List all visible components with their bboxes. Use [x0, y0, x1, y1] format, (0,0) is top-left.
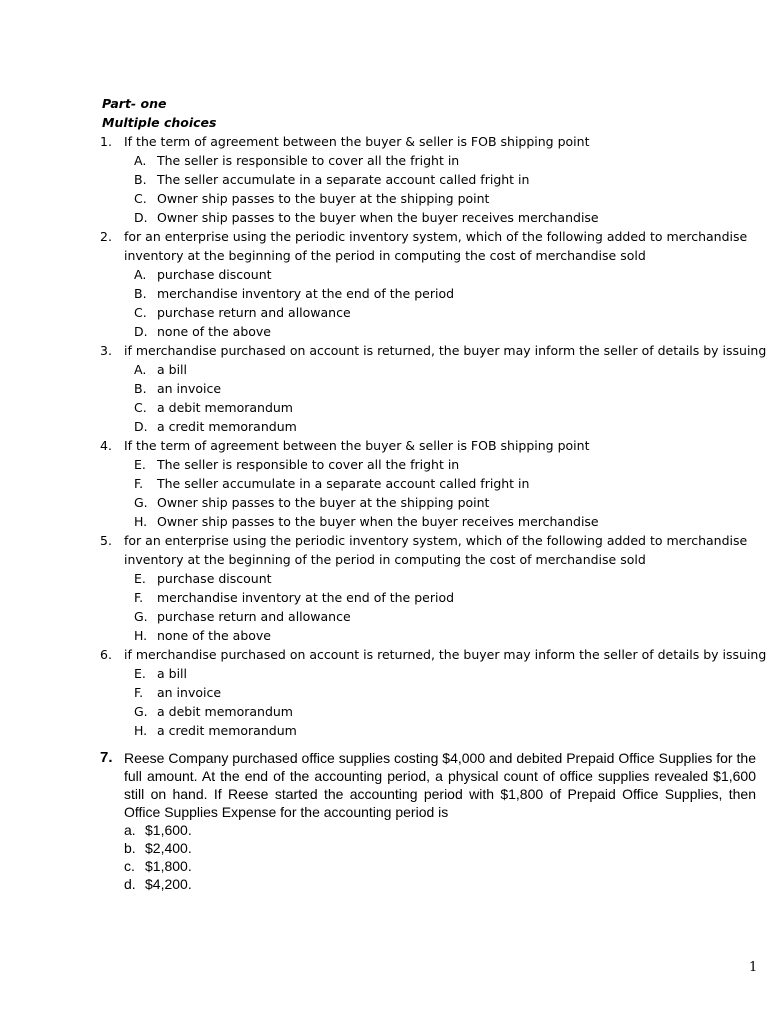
question-text-line: for an enterprise using the periodic inventory system, which of the following added to merchandise [124, 533, 748, 548]
option-text: none of the above [157, 324, 271, 339]
option-letter: a. [124, 822, 136, 838]
section-title: Multiple choices [102, 115, 217, 130]
option-letter: E. [134, 571, 146, 586]
answer-option [0, 821, 768, 839]
option-letter: E. [134, 457, 146, 472]
question-4 [0, 436, 768, 531]
option-text: $2,400. [145, 840, 192, 856]
option-letter: F. [134, 685, 144, 700]
option-text: Owner ship passes to the buyer at the shipping point [157, 495, 490, 510]
option-letter: C. [134, 191, 147, 206]
question-text-line: If the term of agreement between the buyer & seller is FOB shipping point [124, 134, 590, 149]
answer-option [0, 702, 768, 721]
answer-option [0, 151, 768, 170]
option-letter: D. [134, 419, 148, 434]
question-number: 2. [100, 229, 112, 244]
option-letter: b. [124, 840, 136, 856]
answer-option [0, 208, 768, 227]
question-text-line: if merchandise purchased on account is returned, the buyer may inform the seller of details by issuing [124, 343, 767, 358]
answer-option [0, 683, 768, 702]
option-letter: H. [134, 628, 148, 643]
answer-option [0, 455, 768, 474]
answer-option [0, 839, 768, 857]
answer-option [0, 360, 768, 379]
answer-option [0, 569, 768, 588]
question-1 [0, 132, 768, 227]
option-text: Owner ship passes to the buyer at the shipping point [157, 191, 490, 206]
option-text: The seller accumulate in a separate account called fright in [157, 172, 530, 187]
question-text-line: If the term of agreement between the buyer & seller is FOB shipping point [124, 438, 590, 453]
option-text: merchandise inventory at the end of the period [157, 286, 455, 301]
option-text: Owner ship passes to the buyer when the buyer receives merchandise [157, 210, 599, 225]
question-2 [0, 227, 768, 341]
question-text-line: inventory at the beginning of the period in computing the cost of merchandise sold [124, 248, 646, 263]
option-letter: H. [134, 514, 148, 529]
option-letter: G. [134, 609, 148, 624]
option-text: merchandise inventory at the end of the period [157, 590, 455, 605]
option-text: an invoice [157, 685, 222, 700]
question-text-line: inventory at the beginning of the period in computing the cost of merchandise sold [124, 552, 646, 567]
option-text: The seller is responsible to cover all the fright in [157, 153, 460, 168]
option-text: a bill [157, 362, 187, 377]
question-number: 5. [100, 533, 112, 548]
answer-option [0, 189, 768, 208]
answer-option [0, 664, 768, 683]
answer-option [0, 857, 768, 875]
option-text: purchase return and allowance [157, 609, 351, 624]
option-letter: F. [134, 590, 144, 605]
option-text: The seller accumulate in a separate account called fright in [157, 476, 530, 491]
question-text-line: for an enterprise using the periodic inventory system, which of the following added to merchandise [124, 229, 748, 244]
option-text: an invoice [157, 381, 222, 396]
question-number: 3. [100, 343, 112, 358]
answer-option [0, 875, 768, 893]
option-letter: F. [134, 476, 144, 491]
question-number: 7. [100, 749, 113, 766]
option-text: a credit memorandum [157, 723, 297, 738]
option-text: The seller is responsible to cover all the fright in [157, 457, 460, 472]
option-letter: D. [134, 210, 148, 225]
option-text: purchase discount [157, 267, 272, 282]
answer-option [0, 322, 768, 341]
answer-option [0, 398, 768, 417]
option-text: $1,800. [145, 858, 192, 874]
option-text: a bill [157, 666, 187, 681]
option-letter: c. [124, 858, 135, 874]
option-letter: B. [134, 172, 147, 187]
answer-option [0, 721, 768, 740]
answer-option [0, 170, 768, 189]
option-letter: C. [134, 400, 147, 415]
part-title: Part- one [102, 96, 167, 111]
option-letter: A. [134, 362, 147, 377]
question-number: 1. [100, 134, 112, 149]
answer-option [0, 303, 768, 322]
option-text: purchase return and allowance [157, 305, 351, 320]
option-text: Owner ship passes to the buyer when the buyer receives merchandise [157, 514, 599, 529]
question-number: 6. [100, 647, 112, 662]
answer-option [0, 284, 768, 303]
option-letter: B. [134, 286, 147, 301]
question-text-line: if merchandise purchased on account is returned, the buyer may inform the seller of details by issuing [124, 647, 767, 662]
option-letter: A. [134, 267, 147, 282]
answer-option [0, 493, 768, 512]
question-text: Reese Company purchased office supplies costing $4,000 and debited Prepaid Office Supplies for the full amount. At the end of the accounting period, a physical count of office supplies revealed $1,600 still on hand. If Reese started the accounting period with $1,800 of Prepaid Office Supplies, then Office Supplies Expense for the accounting period is [124, 750, 756, 820]
answer-option [0, 474, 768, 493]
option-letter: D. [134, 324, 148, 339]
option-letter: B. [134, 381, 147, 396]
answer-option [0, 626, 768, 645]
option-letter: A. [134, 153, 147, 168]
question-number: 4. [100, 438, 112, 453]
option-text: none of the above [157, 628, 271, 643]
option-text: $4,200. [145, 876, 192, 892]
option-text: a debit memorandum [157, 704, 293, 719]
question-6 [0, 645, 768, 740]
question-3 [0, 341, 768, 436]
option-letter: H. [134, 723, 148, 738]
question-5 [0, 531, 768, 645]
answer-option [0, 588, 768, 607]
answer-option [0, 607, 768, 626]
option-letter: C. [134, 305, 147, 320]
option-text: purchase discount [157, 571, 272, 586]
option-text: a debit memorandum [157, 400, 293, 415]
answer-option [0, 265, 768, 284]
option-text: $1,600. [145, 822, 192, 838]
answer-option [0, 512, 768, 531]
question-7-options [0, 821, 768, 893]
option-letter: E. [134, 666, 146, 681]
answer-option [0, 417, 768, 436]
answer-option [0, 379, 768, 398]
option-text: a credit memorandum [157, 419, 297, 434]
option-letter: G. [134, 495, 148, 510]
question-list [0, 132, 768, 740]
option-letter: G. [134, 704, 148, 719]
page-number: 1 [749, 960, 758, 975]
option-letter: d. [124, 876, 136, 892]
